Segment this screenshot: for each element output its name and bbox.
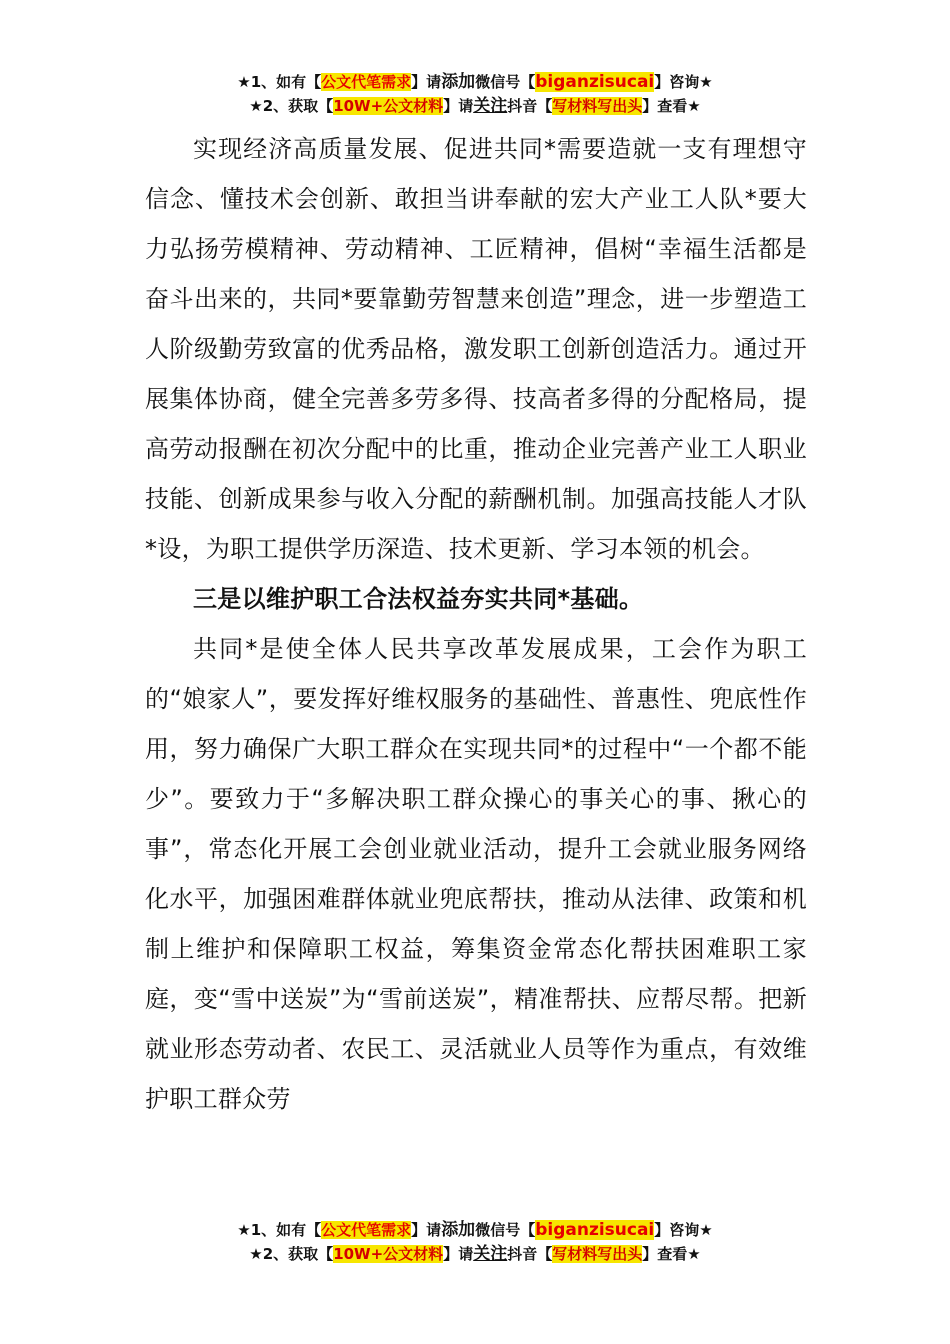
highlight-douyin: 写材料写出头	[552, 97, 643, 115]
highlight-materials: 10W+公文材料	[333, 1245, 444, 1263]
banner-emphasis: 关注	[473, 1244, 508, 1264]
section-heading: 三是以维护职工合法权益夯实共同*基础。	[193, 585, 644, 613]
banner-line-2	[0, 94, 950, 118]
banner-text: 】请	[411, 1221, 442, 1239]
highlight-wechat-id: biganzisucai	[535, 72, 655, 92]
banner-emphasis: 添加	[441, 72, 476, 92]
highlight-materials: 10W+公文材料	[333, 97, 444, 115]
top-banner	[0, 70, 950, 118]
banner-text: 】请	[411, 73, 442, 91]
highlight-douyin: 写材料写出头	[552, 1245, 643, 1263]
banner-text: ★2、获取【	[249, 97, 334, 115]
banner-text: 抖音【	[507, 1245, 553, 1263]
banner-text: 】咨询★	[654, 73, 713, 91]
banner-emphasis: 关注	[473, 96, 508, 116]
banner-emphasis: 添加	[441, 1220, 476, 1240]
highlight-wechat-id: biganzisucai	[535, 1220, 655, 1240]
highlight-service: 公文代笔需求	[321, 73, 412, 91]
banner-text: ★1、如有【	[237, 1221, 322, 1239]
banner-text: 】请	[443, 1245, 474, 1263]
banner-text: ★1、如有【	[237, 73, 322, 91]
body-paragraph: 实现经济高质量发展、促进共同*需要造就一支有理想守信念、懂技术会创新、敢担当讲奉献的宏大产业工人队*要大力弘扬劳模精神、劳动精神、工匠精神，倡树“幸福生活都是奋斗出来的，共同*要靠勤劳智慧来创造”理念，进一步塑造工人阶级勤劳致富的优秀品格，激发职工创新创造活力。通过开展集体协商，健全完善多劳多得、技高者多得的分配格局，提高劳动报酬在初次分配中的比重，推动企业完善产业工人职业技能、创新成果参与收入分配的薪酬机制。加强高技能人才队*设，为职工提供学历深造、技术更新、学习本领的机会。	[145, 135, 807, 563]
bottom-banner	[0, 1218, 950, 1266]
banner-line-2	[0, 1242, 950, 1266]
banner-text: 微信号【	[475, 1221, 536, 1239]
banner-text: 】请	[443, 97, 474, 115]
banner-text: ★2、获取【	[249, 1245, 334, 1263]
banner-text: 微信号【	[475, 73, 536, 91]
highlight-service: 公文代笔需求	[321, 1221, 412, 1239]
banner-line-1	[0, 70, 950, 94]
banner-line-1	[0, 1218, 950, 1242]
banner-text: 】查看★	[642, 97, 701, 115]
banner-text: 抖音【	[507, 97, 553, 115]
body-paragraph: 共同*是使全体人民共享改革发展成果，工会作为职工的“娘家人”，要发挥好维权服务的基础性、普惠性、兜底性作用，努力确保广大职工群众在实现共同*的过程中“一个都不能少”。要致力于“多解决职工群众操心的事关心的事、揪心的事”，常态化开展工会创业就业活动，提升工会就业服务网络化水平，加强困难群体就业兜底帮扶，推动从法律、政策和机制上维护和保障职工权益，筹集资金常态化帮扶困难职工家庭，变“雪中送炭”为“雪前送炭”，精准帮扶、应帮尽帮。把新就业形态劳动者、农民工、灵活就业人员等作为重点，有效维护职工群众劳	[145, 635, 807, 1113]
document-body	[145, 124, 807, 1124]
banner-text: 】咨询★	[654, 1221, 713, 1239]
banner-text: 】查看★	[642, 1245, 701, 1263]
